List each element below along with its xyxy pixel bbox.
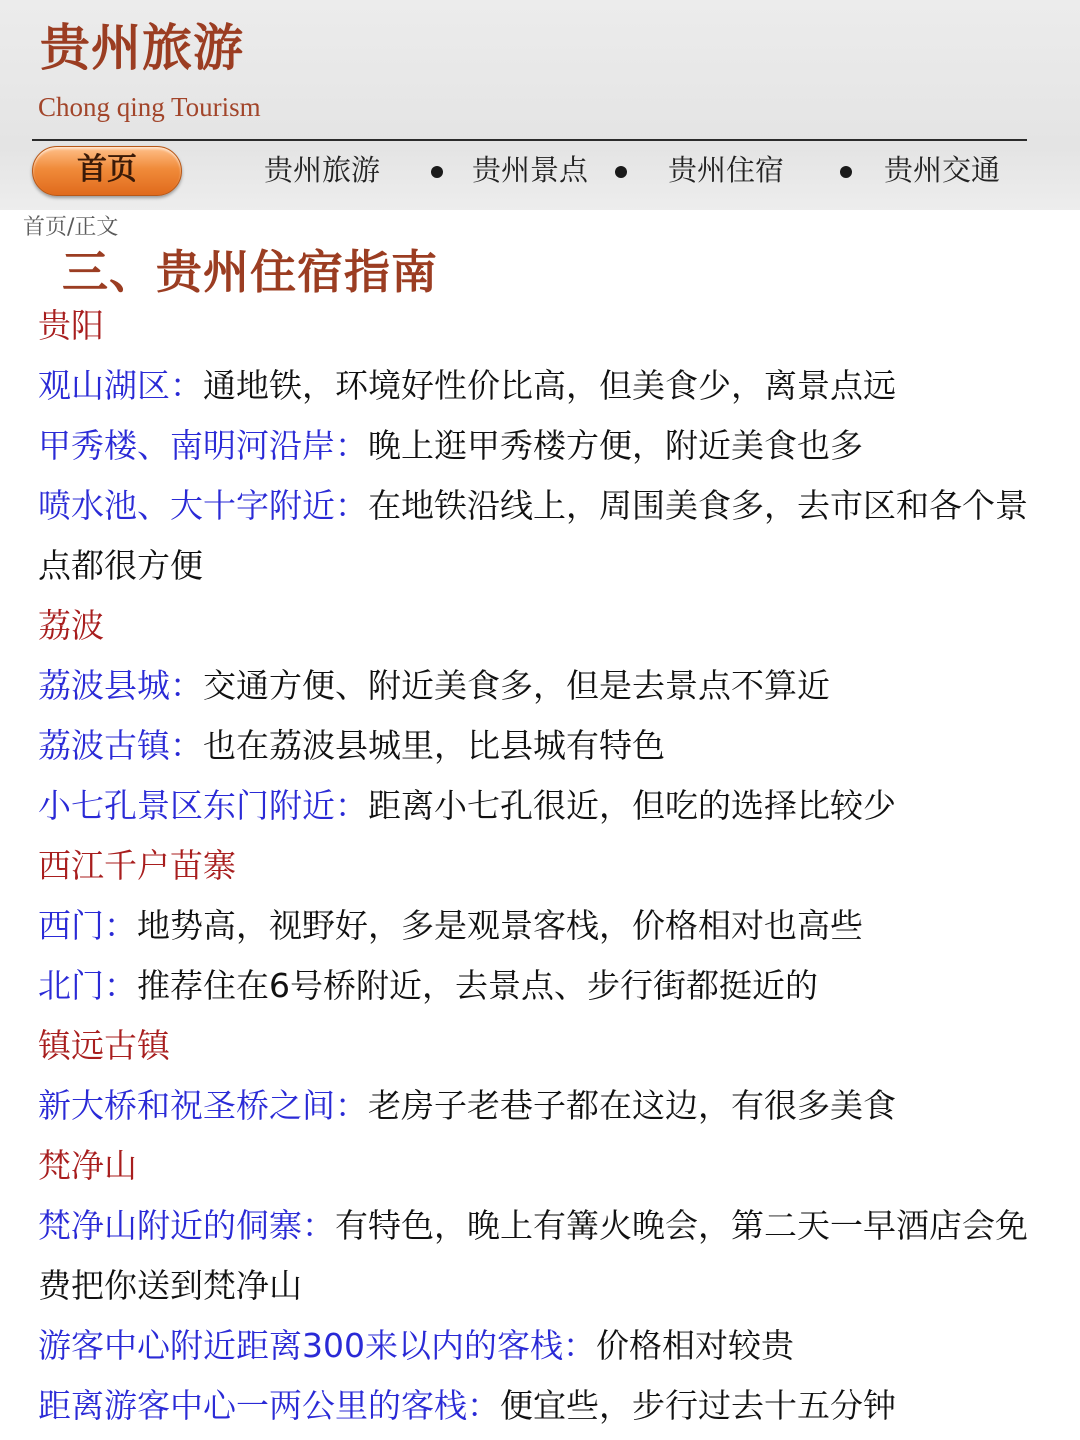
area-name: 喷水池、大十字附近 (38, 486, 335, 525)
lodging-entry (38, 656, 1053, 716)
header-divider (32, 139, 1027, 141)
lodging-entry (38, 356, 1053, 416)
area-description: 推荐住在6号桥附近，去景点、步行街都挺近的 (137, 966, 818, 1005)
home-button[interactable]: 首页 (32, 146, 182, 196)
nav-item-guizhou-lodging[interactable]: 贵州住宿 (668, 153, 785, 187)
region-heading: 荔波 (38, 606, 104, 645)
lodging-entry (38, 716, 1053, 776)
nav-item-guizhou-travel[interactable]: 贵州旅游 (264, 153, 381, 187)
separator: ： (302, 1206, 335, 1245)
area-description: 通地铁，环境好性价比高，但美食少，离景点远 (203, 366, 896, 405)
area-description: 也在荔波县城里，比县城有特色 (203, 726, 665, 765)
lodging-entry (38, 896, 1053, 956)
lodging-entry (38, 1196, 1053, 1316)
area-description: 价格相对较贵 (596, 1326, 794, 1365)
area-description: 交通方便、附近美食多，但是去景点不算近 (203, 666, 830, 705)
area-description: 距离小七孔很近，但吃的选择比较少 (368, 786, 896, 825)
nav-item-guizhou-attractions[interactable]: 贵州景点 (472, 153, 589, 187)
region-heading: 梵净山 (38, 1146, 137, 1185)
article-content (38, 296, 1053, 1436)
separator: ： (104, 906, 137, 945)
area-description: 有特色，晚上有篝火晚会，第二天一早酒店会免费把你送到梵净山 (38, 1206, 1028, 1305)
site-subtitle: Chong qing Tourism (38, 92, 261, 122)
separator: ： (335, 1086, 368, 1125)
separator: ： (170, 366, 203, 405)
main-nav (0, 144, 1080, 198)
lodging-entry (38, 776, 1053, 836)
area-name: 甲秀楼、南明河沿岸 (38, 426, 335, 465)
area-name: 新大桥和祝圣桥之间 (38, 1086, 335, 1125)
separator: ： (170, 666, 203, 705)
breadcrumb[interactable]: 首页/正文 (23, 215, 119, 240)
area-name: 游客中心附近距离300来以内的客栈 (38, 1326, 563, 1365)
separator: ： (563, 1326, 596, 1365)
separator: ： (335, 786, 368, 825)
area-description: 老房子老巷子都在这边，有很多美食 (368, 1086, 896, 1125)
region-heading: 镇远古镇 (38, 1026, 170, 1065)
lodging-entry (38, 416, 1053, 476)
separator: ： (467, 1386, 500, 1425)
separator: ： (335, 426, 368, 465)
area-name: 西门 (38, 906, 104, 945)
area-name: 荔波古镇 (38, 726, 170, 765)
area-description: 晚上逛甲秀楼方便，附近美食也多 (368, 426, 863, 465)
area-name: 距离游客中心一两公里的客栈 (38, 1386, 467, 1425)
nav-bullet-icon (840, 166, 852, 178)
nav-bullet-icon (615, 166, 627, 178)
area-name: 北门 (38, 966, 104, 1005)
lodging-entry (38, 1376, 1053, 1436)
lodging-entry (38, 1076, 1053, 1136)
area-name: 梵净山附近的侗寨 (38, 1206, 302, 1245)
area-description: 便宜些，步行过去十五分钟 (500, 1386, 896, 1425)
separator: ： (104, 966, 137, 1005)
separator: ： (335, 486, 368, 525)
area-name: 观山湖区 (38, 366, 170, 405)
area-name: 小七孔景区东门附近 (38, 786, 335, 825)
area-name: 荔波县城 (38, 666, 170, 705)
lodging-entry (38, 476, 1053, 596)
lodging-entry (38, 956, 1053, 1016)
site-title: 贵州旅游 (40, 18, 244, 77)
region-heading: 西江千户苗寨 (38, 846, 236, 885)
area-description: 在地铁沿线上，周围美食多，去市区和各个景点都很方便 (38, 486, 1028, 585)
page-title: 三、贵州住宿指南 (62, 245, 438, 299)
region-heading: 贵阳 (38, 306, 104, 345)
nav-item-guizhou-transport[interactable]: 贵州交通 (884, 153, 1001, 187)
lodging-entry (38, 1316, 1053, 1376)
site-header (0, 0, 1080, 210)
separator: ： (170, 726, 203, 765)
nav-bullet-icon (431, 166, 443, 178)
area-description: 地势高，视野好，多是观景客栈，价格相对也高些 (137, 906, 863, 945)
